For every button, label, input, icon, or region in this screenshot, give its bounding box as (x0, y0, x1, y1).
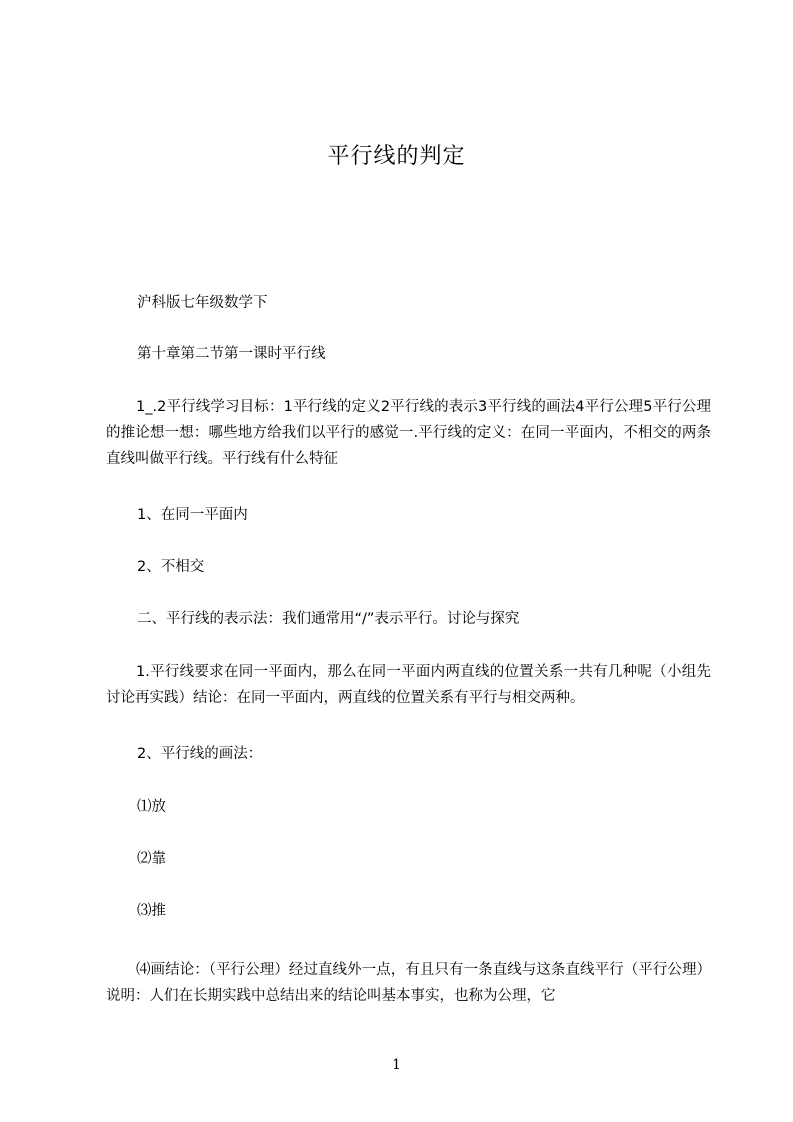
drawing-step-2: ⑵靠 (137, 851, 166, 867)
page-number: 1 (392, 1057, 401, 1073)
discussion-paragraph: 1.平行线要求在同一平面内，那么在同一平面内两直线的位置关系一共有几种呢（小组先讨论再实践）结论：在同一平面内，两直线的位置关系有平行与相交两种。 (106, 664, 711, 706)
document-title: 平行线的判定 (327, 144, 466, 169)
objectives-paragraph: 1_.2平行线学习目标：1平行线的定义2平行线的表示3平行线的画法4平行公理5平行公理的推论想一想：哪些地方给我们以平行的感觉一.平行线的定义：在同一平面内，不相交的两条直线叫做平行线。平行线有什么特征 (106, 399, 711, 467)
axiom-paragraph: ⑷画结论：（平行公理）经过直线外一点，有且只有一条直线与这条直线平行（平行公理）说明：人们在长期实践中总结出来的结论叫基本事实，也称为公理，它 (106, 962, 711, 1004)
feature-1-line: 1、在同一平面内 (137, 507, 248, 523)
edition-line: 沪科版七年级数学下 (137, 295, 268, 311)
drawing-heading: 2、平行线的画法： (137, 746, 263, 762)
feature-2-line: 2、不相交 (137, 559, 205, 575)
notation-line: 二、平行线的表示法：我们通常用“/”表示平行。讨论与探究 (137, 611, 520, 627)
drawing-step-1: ⑴放 (137, 799, 166, 815)
chapter-line: 第十章第二节第一课时平行线 (137, 346, 326, 362)
drawing-step-3: ⑶推 (137, 903, 166, 919)
